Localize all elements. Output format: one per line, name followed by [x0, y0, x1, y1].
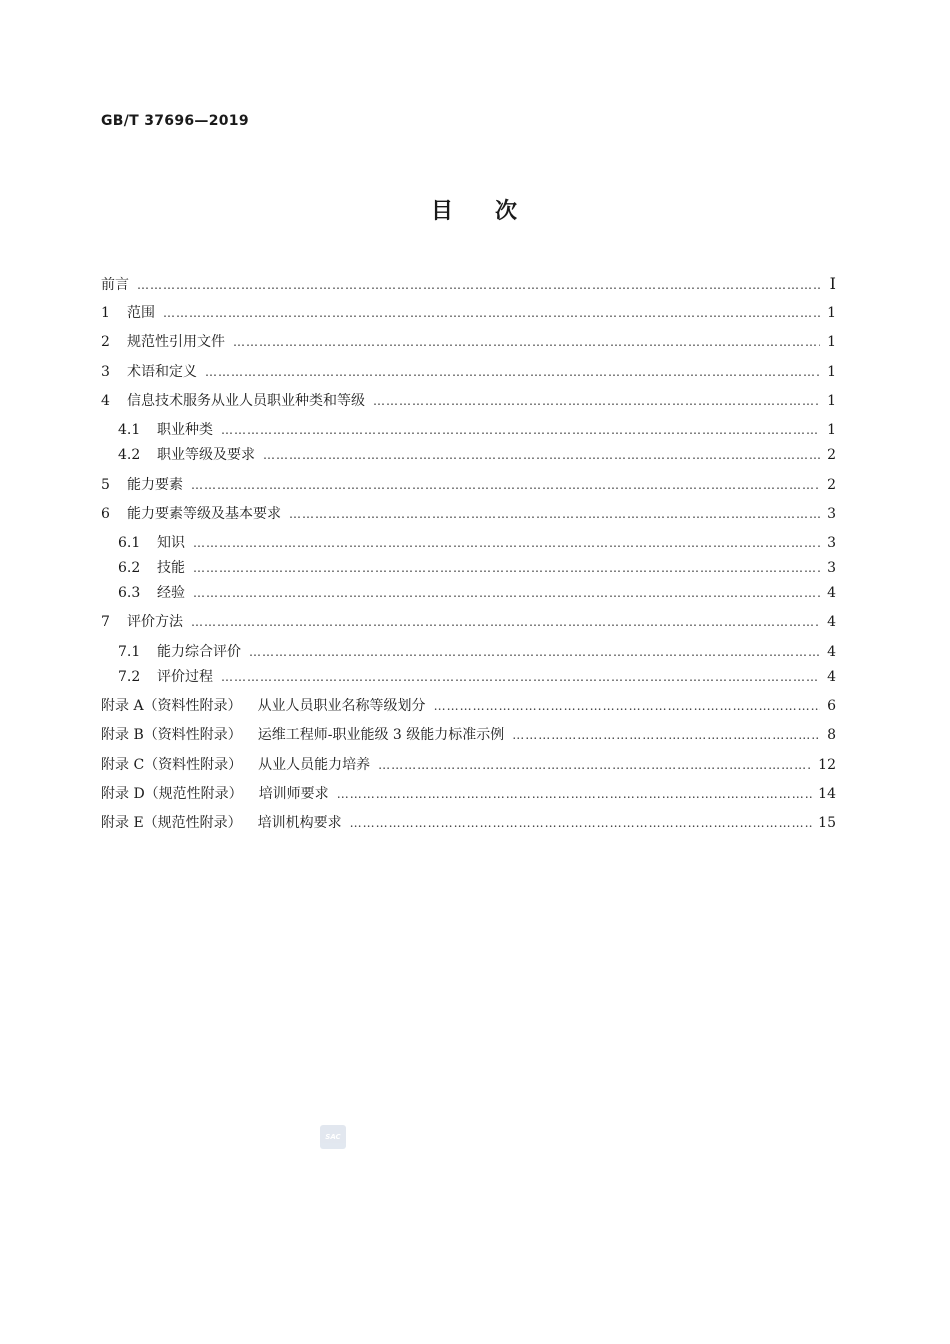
toc-entry-number: 1 — [101, 305, 110, 321]
toc-entry-number: 6.3 — [118, 585, 141, 601]
toc-entry-number: 附录 D（规范性附录） — [101, 786, 243, 802]
toc-leader-dots — [434, 696, 820, 716]
toc-entry-label: 从业人员能力培养 — [258, 757, 371, 773]
toc-leader-dots — [337, 784, 812, 804]
toc-entry-label: 规范性引用文件 — [127, 334, 225, 350]
toc-entry-label: 技能 — [157, 560, 185, 576]
toc-entry-number: 7 — [101, 614, 110, 630]
toc-leader-dots — [233, 332, 820, 352]
toc-entry-page: 3 — [827, 535, 836, 551]
toc-leader-dots — [193, 533, 820, 553]
toc-entry-7-2[interactable] — [118, 667, 836, 687]
toc-leader-dots — [373, 391, 820, 411]
toc-leader-dots — [350, 813, 813, 833]
toc-entry-number: 3 — [101, 364, 110, 380]
toc-entry-number: 附录 B（资料性附录） — [101, 727, 242, 743]
toc-leader-dots — [137, 275, 820, 295]
toc-entry-page: 4 — [827, 669, 836, 685]
toc-entry-4[interactable] — [101, 391, 836, 411]
toc-entry-appendix-a[interactable] — [101, 696, 836, 716]
toc-entry-label: 能力综合评价 — [157, 644, 241, 660]
toc-entry-6-3[interactable] — [118, 583, 836, 603]
standard-number: GB/T 37696—2019 — [101, 113, 249, 129]
toc-entry-foreword[interactable] — [101, 274, 836, 294]
toc-entry-label: 能力要素 — [127, 477, 183, 493]
toc-entry-page: 12 — [818, 757, 836, 773]
toc-entry-page: 15 — [818, 815, 836, 831]
toc-leader-dots — [221, 420, 820, 440]
toc-entry-number: 6.1 — [118, 535, 141, 551]
toc-entry-number: 4.2 — [118, 447, 141, 463]
toc-entry-1[interactable] — [101, 303, 836, 323]
toc-entry-page: 1 — [827, 422, 836, 438]
toc-entry-appendix-d[interactable] — [101, 784, 836, 804]
toc-leader-dots — [512, 725, 820, 745]
toc-leader-dots — [249, 642, 820, 662]
page-title — [0, 194, 950, 225]
toc-entry-number: 附录 A（资料性附录） — [101, 698, 242, 714]
toc-entry-label: 范围 — [127, 305, 155, 321]
toc-entry-label: 职业种类 — [157, 422, 213, 438]
toc-entry-4-2[interactable] — [118, 445, 836, 465]
toc-leader-dots — [205, 362, 820, 382]
toc-entry-page: 1 — [827, 393, 836, 409]
toc-entry-label: 前言 — [101, 277, 129, 293]
toc-entry-number: 7.2 — [118, 669, 141, 685]
toc-entry-page: Ⅰ — [829, 274, 836, 293]
toc-entry-label: 职业等级及要求 — [157, 447, 255, 463]
toc-entry-page: 2 — [827, 477, 836, 493]
toc-entry-appendix-c[interactable] — [101, 755, 836, 775]
toc-entry-label: 培训师要求 — [258, 786, 329, 802]
toc-entry-page: 4 — [827, 614, 836, 630]
toc-leader-dots — [193, 583, 820, 603]
toc-entry-3[interactable] — [101, 362, 836, 382]
toc-entry-label: 经验 — [157, 585, 185, 601]
toc-entry-page: 4 — [827, 585, 836, 601]
toc-entry-label: 能力要素等级及基本要求 — [127, 506, 281, 522]
toc-entry-7-1[interactable] — [118, 642, 836, 662]
toc-entry-number: 5 — [101, 477, 110, 493]
toc-entry-page: 2 — [827, 447, 836, 463]
toc-leader-dots — [191, 475, 820, 495]
toc-entry-label: 评价方法 — [127, 614, 183, 630]
toc-entry-page: 14 — [818, 786, 836, 802]
toc-entry-number: 附录 E（规范性附录） — [101, 815, 242, 831]
toc-entry-page: 3 — [827, 506, 836, 522]
toc-leader-dots — [191, 612, 820, 632]
toc-entry-label: 培训机构要求 — [257, 815, 342, 831]
toc-entry-number: 6.2 — [118, 560, 141, 576]
toc-entry-6-2[interactable] — [118, 558, 836, 578]
toc-leader-dots — [263, 445, 820, 465]
toc-entry-label: 从业人员职业名称等级划分 — [257, 698, 426, 714]
title-char-1: 目 — [430, 199, 455, 224]
toc-entry-number: 4 — [101, 393, 110, 409]
toc-entry-page: 1 — [827, 364, 836, 380]
toc-entry-label: 信息技术服务从业人员职业种类和等级 — [127, 393, 365, 409]
sac-watermark-logo: SAC — [320, 1125, 346, 1149]
toc-entry-page: 1 — [827, 305, 836, 321]
toc-entry-number: 2 — [101, 334, 110, 350]
toc-entry-number: 6 — [101, 506, 110, 522]
toc-entry-number: 4.1 — [118, 422, 141, 438]
toc-entry-6-1[interactable] — [118, 533, 836, 553]
toc-entry-7[interactable] — [101, 612, 836, 632]
toc-leader-dots — [163, 303, 820, 323]
toc-entry-page: 6 — [827, 698, 836, 714]
toc-entry-label: 知识 — [157, 535, 185, 551]
toc-entry-4-1[interactable] — [118, 420, 836, 440]
toc-leader-dots — [378, 755, 812, 775]
toc-entry-number: 附录 C（资料性附录） — [101, 757, 243, 773]
toc-entry-appendix-e[interactable] — [101, 813, 836, 833]
title-char-2: 次 — [495, 199, 520, 224]
toc-entry-appendix-b[interactable] — [101, 725, 836, 745]
toc-leader-dots — [289, 504, 820, 524]
toc-leader-dots — [221, 667, 820, 687]
toc-entry-page: 1 — [827, 334, 836, 350]
toc-entry-number: 7.1 — [118, 644, 141, 660]
toc-entry-page: 4 — [827, 644, 836, 660]
toc-entry-label: 评价过程 — [157, 669, 213, 685]
toc-entry-label: 运维工程师-职业能级 3 级能力标准示例 — [257, 727, 505, 743]
toc-leader-dots — [193, 558, 820, 578]
toc-entry-2[interactable] — [101, 332, 836, 352]
toc-entry-page: 8 — [827, 727, 836, 743]
toc-entry-5[interactable] — [101, 475, 836, 495]
toc-entry-page: 3 — [827, 560, 836, 576]
toc-entry-6[interactable] — [101, 504, 836, 524]
toc-entry-label: 术语和定义 — [127, 364, 197, 380]
